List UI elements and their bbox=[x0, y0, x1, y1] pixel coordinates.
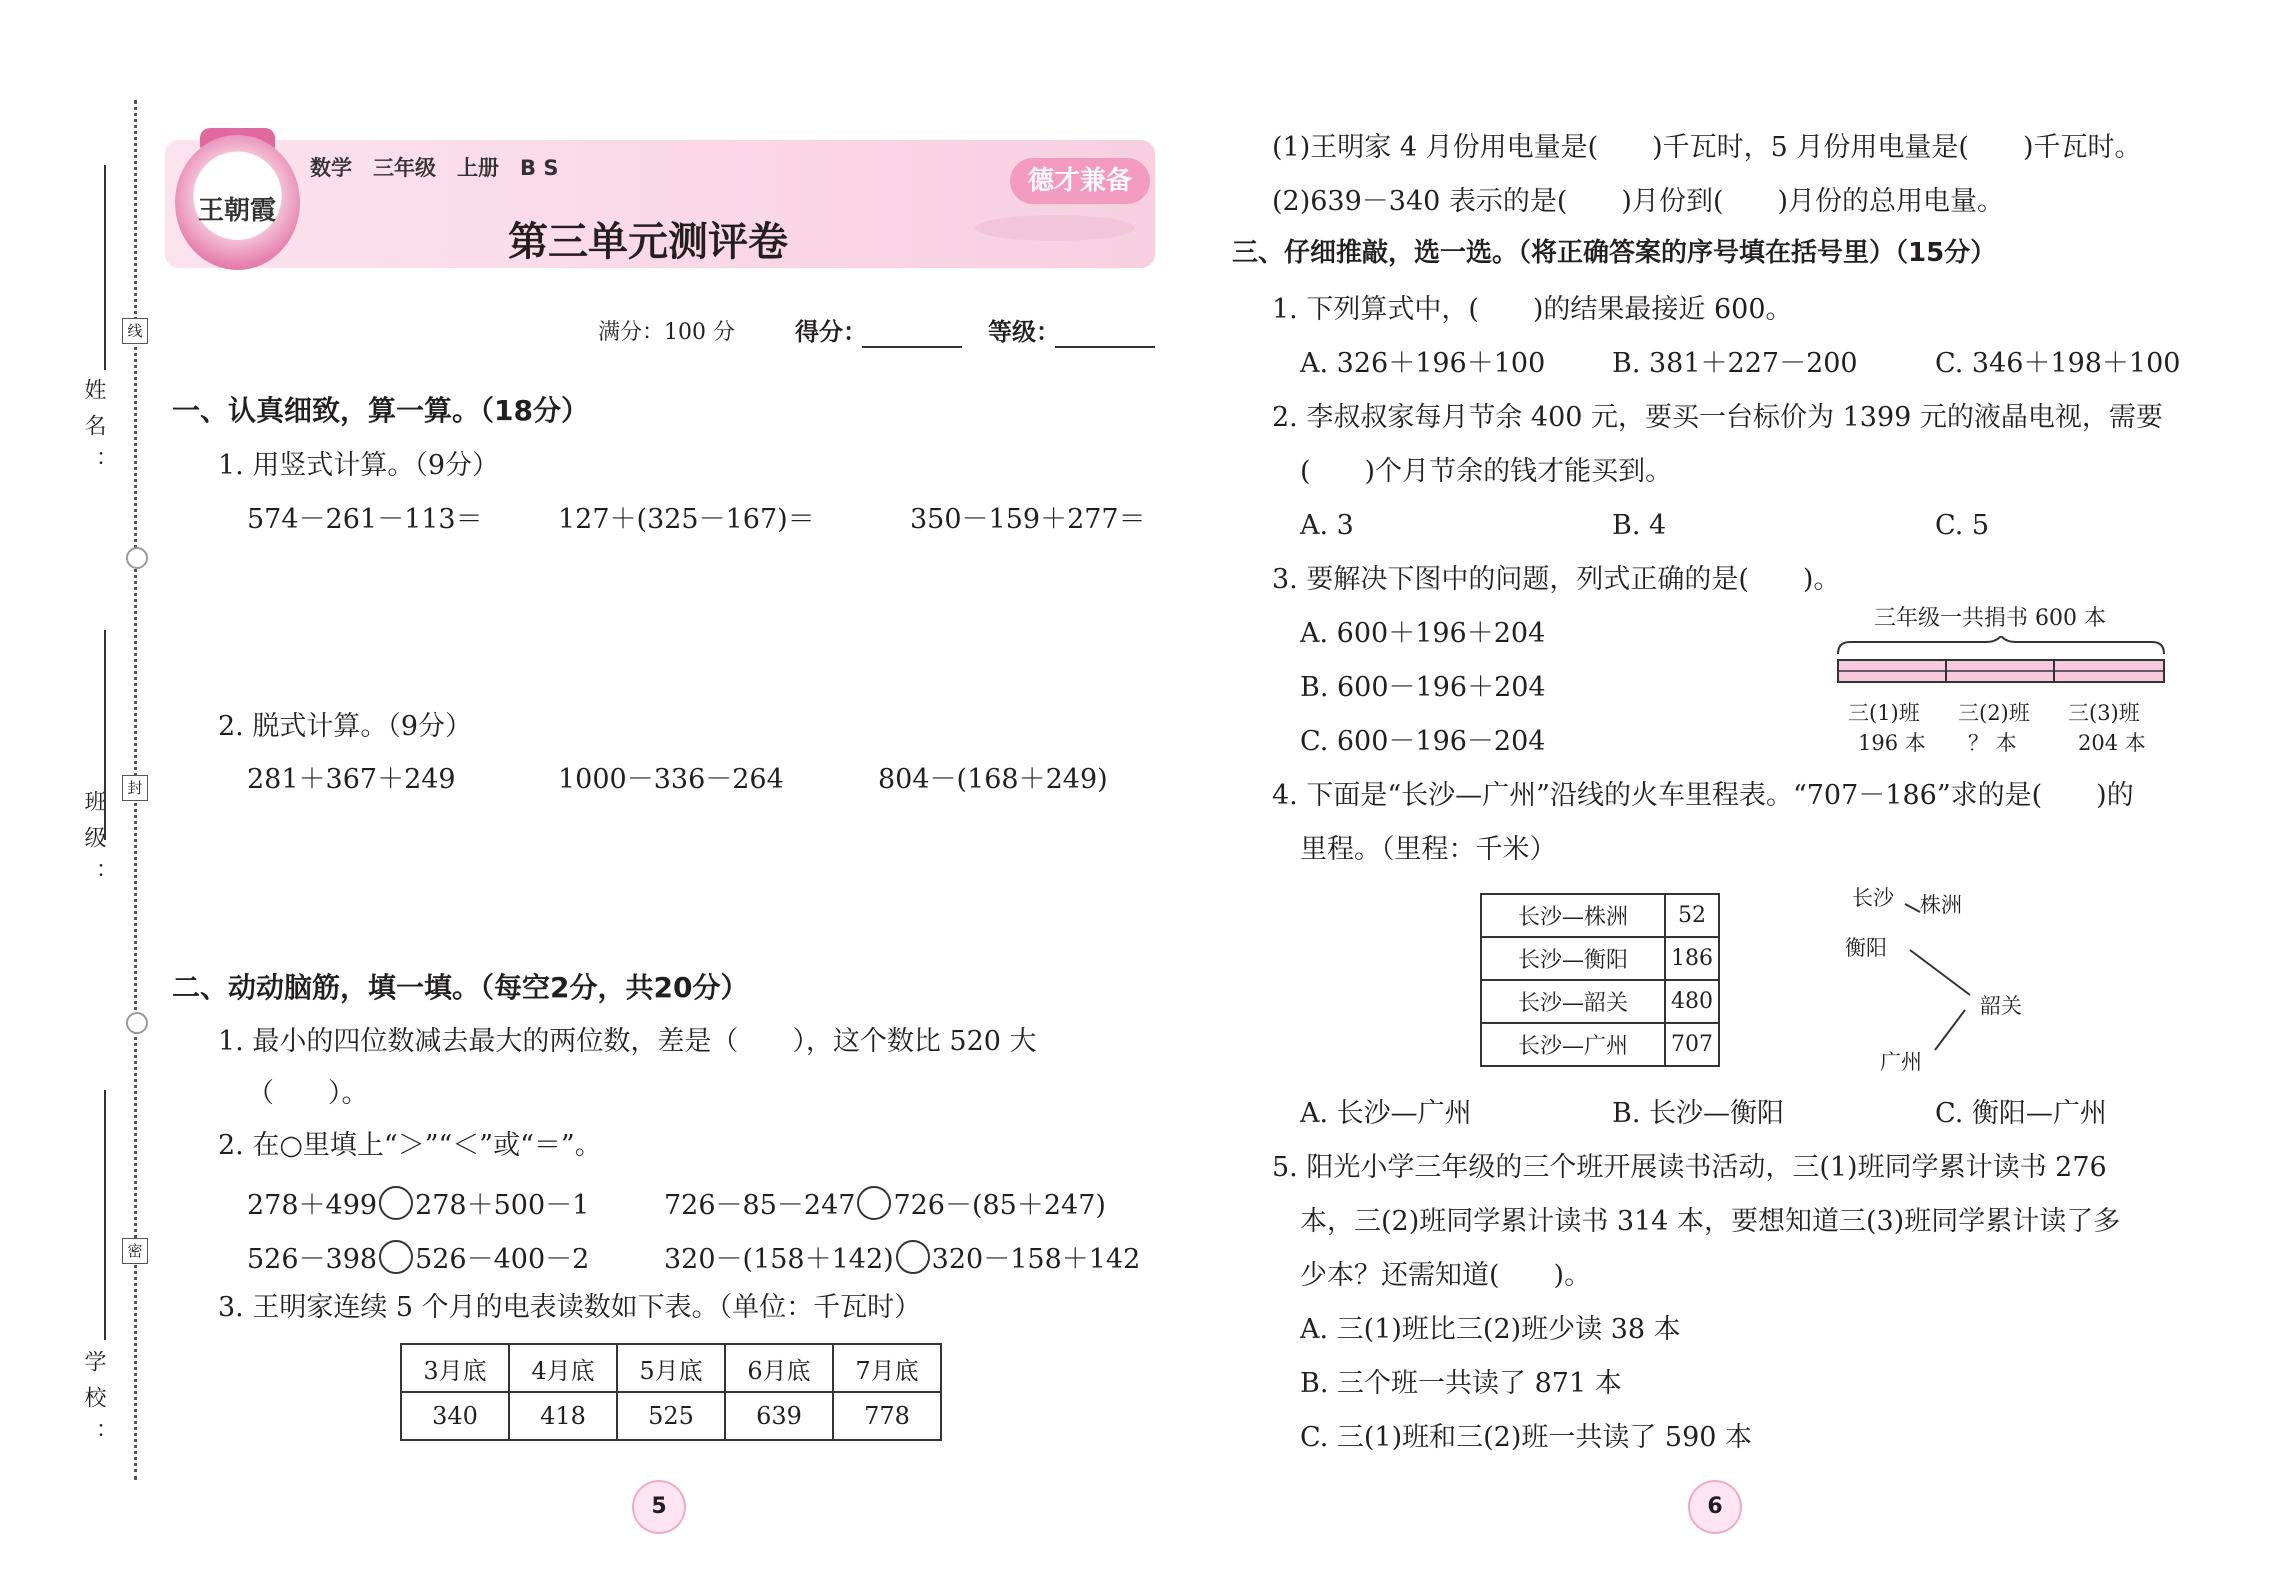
route-segment bbox=[1935, 1010, 1965, 1050]
table-cell: 778 bbox=[833, 1392, 941, 1440]
name-fill-line[interactable] bbox=[104, 165, 106, 370]
badge: 德才兼备 bbox=[1010, 158, 1150, 204]
school-fill-line[interactable] bbox=[104, 1090, 106, 1340]
city-label: 株洲 bbox=[1920, 893, 1962, 917]
railway-distance-table bbox=[1480, 893, 1720, 1067]
s2q3-sub2: (2)639－340 表示的是( )月份到( )月份的总用电量。 bbox=[1272, 186, 2005, 217]
full-score: 满分：100 分 bbox=[598, 320, 735, 345]
compare-right: 726－(85＋247) bbox=[893, 1190, 1106, 1221]
segment-diagram bbox=[1836, 636, 2166, 696]
s2-question-1-line1: 1. 最小的四位数减去最大的两位数，差是（ ），这个数比 520 大 bbox=[218, 1026, 1037, 1057]
compare-right: 278＋500－1 bbox=[415, 1190, 590, 1221]
option-a[interactable]: A. 3 bbox=[1300, 510, 1354, 541]
route-cell: 长沙—株洲 bbox=[1481, 894, 1665, 937]
stepwise-calc-item: 804－(168＋249) bbox=[878, 764, 1108, 795]
class-fill-line[interactable] bbox=[104, 630, 106, 840]
option-b[interactable]: B. 381＋227－200 bbox=[1612, 348, 1858, 379]
table-header-cell: 3月底 bbox=[401, 1344, 509, 1392]
page-number: 6 bbox=[1688, 1480, 1742, 1534]
score-label: 得分： bbox=[795, 318, 867, 346]
option-b[interactable]: B. 4 bbox=[1612, 510, 1667, 541]
route-cell: 长沙—广州 bbox=[1481, 1023, 1665, 1066]
route-cell: 长沙—衡阳 bbox=[1481, 937, 1665, 980]
route-segment bbox=[1910, 950, 1970, 995]
city-label: 衡阳 bbox=[1845, 936, 1887, 960]
option-c[interactable]: C. 三(1)班和三(2)班一共读了 590 本 bbox=[1300, 1422, 1753, 1453]
question-2-title: 2. 脱式计算。（9分） bbox=[218, 711, 473, 742]
s2-question-3-title: 3. 王明家连续 5 个月的电表读数如下表。（单位：千瓦时） bbox=[218, 1292, 922, 1323]
table-cell: 639 bbox=[725, 1392, 833, 1440]
page-number: 5 bbox=[632, 1480, 686, 1534]
option-a[interactable]: A. 326＋196＋100 bbox=[1300, 348, 1546, 379]
table-cell: 525 bbox=[617, 1392, 725, 1440]
s2-question-1-line2: （ ）。 bbox=[247, 1078, 369, 1109]
s3-question-4-stem-line1: 4. 下面是“长沙—广州”沿线的火车里程表。“707－186”求的是( )的 bbox=[1272, 780, 2134, 811]
city-label: 广州 bbox=[1880, 1050, 1922, 1074]
option-c[interactable]: C. 衡阳—广州 bbox=[1935, 1098, 2107, 1129]
s3-question-1-stem: 1. 下列算式中，( )的结果最接近 600。 bbox=[1272, 294, 1793, 325]
stepwise-calc-item: 281＋367＋249 bbox=[247, 764, 456, 795]
km-cell: 480 bbox=[1665, 980, 1719, 1023]
total-brace bbox=[1838, 636, 2164, 654]
compare-circle-input[interactable] bbox=[379, 1186, 413, 1220]
s3-question-5-stem-line1: 5. 阳光小学三年级的三个班开展读书活动，三(1)班同学累计读书 276 bbox=[1272, 1152, 2107, 1183]
table-header-cell: 4月底 bbox=[509, 1344, 617, 1392]
punch-hole-icon bbox=[126, 547, 148, 569]
score-fill-line[interactable] bbox=[862, 346, 962, 348]
segment-label: 三(2)班 bbox=[1958, 701, 2030, 725]
school-label: 学校： bbox=[81, 1350, 106, 1458]
table-header-cell: 5月底 bbox=[617, 1344, 725, 1392]
compare-left: 278＋499 bbox=[247, 1190, 378, 1221]
class-label: 班级： bbox=[81, 790, 106, 898]
compare-right: 320－158＋142 bbox=[931, 1244, 1141, 1275]
table-header-cell: 6月底 bbox=[725, 1344, 833, 1392]
segment-value: ？ 本 bbox=[1968, 731, 2017, 755]
km-cell: 52 bbox=[1665, 894, 1719, 937]
compare-left: 526－398 bbox=[247, 1244, 378, 1275]
binding-mark-secret: 密 bbox=[122, 1238, 148, 1264]
option-a[interactable]: A. 三(1)班比三(2)班少读 38 本 bbox=[1300, 1314, 1681, 1345]
binding-mark-seal: 封 bbox=[122, 775, 148, 801]
s3-question-5-stem-line3: 少本？还需知道( )。 bbox=[1300, 1260, 1592, 1291]
option-c[interactable]: C. 600－196－204 bbox=[1300, 726, 1546, 757]
section1-title: 一、认真细致，算一算。（18分） bbox=[172, 394, 589, 427]
vertical-calc-item: 127＋(325－167)＝ bbox=[558, 504, 815, 535]
table-cell: 418 bbox=[509, 1392, 617, 1440]
table-cell: 340 bbox=[401, 1392, 509, 1440]
binding-mark-line: 线 bbox=[122, 318, 148, 344]
segment-label: 三(1)班 bbox=[1848, 701, 1920, 725]
route-cell: 长沙—韶关 bbox=[1481, 980, 1665, 1023]
compare-circle-input[interactable] bbox=[379, 1240, 413, 1274]
city-label: 长沙 bbox=[1852, 886, 1894, 910]
s2q3-sub1: (1)王明家 4 月份用电量是( )千瓦时，5 月份用电量是( )千瓦时。 bbox=[1272, 132, 2142, 163]
section2-title: 二、动动脑筋，填一填。（每空2分，共20分） bbox=[172, 971, 749, 1004]
s2-question-2-title: 2. 在○里填上“＞”“＜”或“＝”。 bbox=[218, 1130, 602, 1161]
vertical-calc-item: 574－261－113＝ bbox=[247, 504, 483, 535]
section3-title: 三、仔细推敲，选一选。（将正确答案的序号填在括号里）（15分） bbox=[1232, 238, 1997, 268]
banner-swirl-decoration bbox=[975, 215, 1135, 241]
s3-question-3-stem: 3. 要解决下图中的问题，列式正确的是( )。 bbox=[1272, 564, 1841, 595]
option-a[interactable]: A. 600＋196＋204 bbox=[1300, 618, 1546, 649]
diagram-title: 三年级一共捐书 600 本 bbox=[1874, 606, 2106, 631]
s3-question-2-stem-line2: ( )个月节余的钱才能买到。 bbox=[1300, 456, 1673, 487]
compare-left: 726－85－247 bbox=[664, 1190, 856, 1221]
km-cell: 707 bbox=[1665, 1023, 1719, 1066]
compare-item bbox=[247, 1240, 589, 1274]
km-cell: 186 bbox=[1665, 937, 1719, 980]
compare-item bbox=[664, 1186, 1106, 1220]
compare-right: 526－400－2 bbox=[415, 1244, 590, 1275]
page-title: 第三单元测评卷 bbox=[508, 219, 788, 265]
segment-label: 三(3)班 bbox=[2068, 701, 2140, 725]
vertical-calc-item: 350－159＋277＝ bbox=[910, 504, 1146, 535]
option-b[interactable]: B. 长沙—衡阳 bbox=[1612, 1098, 1785, 1129]
option-c[interactable]: C. 5 bbox=[1935, 510, 1990, 541]
segment-value: 196 本 bbox=[1858, 731, 1926, 755]
option-b[interactable]: B. 三个班一共读了 871 本 bbox=[1300, 1368, 1622, 1399]
s3-question-5-stem-line2: 本，三(2)班同学累计读书 314 本，要想知道三(3)班同学累计读了多 bbox=[1300, 1206, 2121, 1237]
compare-circle-input[interactable] bbox=[896, 1240, 930, 1274]
grade-fill-line[interactable] bbox=[1055, 346, 1155, 348]
logo-text: 王朝霞 bbox=[197, 196, 276, 226]
meter-reading-table bbox=[400, 1343, 942, 1441]
table-header-cell: 7月底 bbox=[833, 1344, 941, 1392]
route-segment bbox=[1905, 904, 1920, 912]
compare-item bbox=[664, 1240, 1140, 1274]
name-label: 姓名： bbox=[81, 378, 106, 486]
option-c[interactable]: C. 346＋198＋100 bbox=[1935, 348, 2181, 379]
compare-circle-input[interactable] bbox=[857, 1186, 891, 1220]
stepwise-calc-item: 1000－336－264 bbox=[558, 764, 784, 795]
subject-info: 数学 三年级 上册 B S bbox=[310, 156, 559, 180]
question-1-title: 1. 用竖式计算。（9分） bbox=[218, 450, 500, 481]
segment-value: 204 本 bbox=[2078, 731, 2146, 755]
punch-hole-icon bbox=[126, 1012, 148, 1034]
s3-question-4-stem-line2: 里程。（里程：千米） bbox=[1300, 834, 1557, 865]
grade-label: 等级： bbox=[988, 318, 1060, 346]
s3-question-2-stem-line1: 2. 李叔叔家每月节余 400 元，要买一台标价为 1399 元的液晶电视，需要 bbox=[1272, 402, 2163, 433]
compare-left: 320－(158＋142) bbox=[664, 1244, 894, 1275]
option-a[interactable]: A. 长沙—广州 bbox=[1300, 1098, 1472, 1129]
compare-item bbox=[247, 1186, 589, 1220]
option-b[interactable]: B. 600－196＋204 bbox=[1300, 672, 1546, 703]
city-label: 韶关 bbox=[1980, 994, 2022, 1018]
